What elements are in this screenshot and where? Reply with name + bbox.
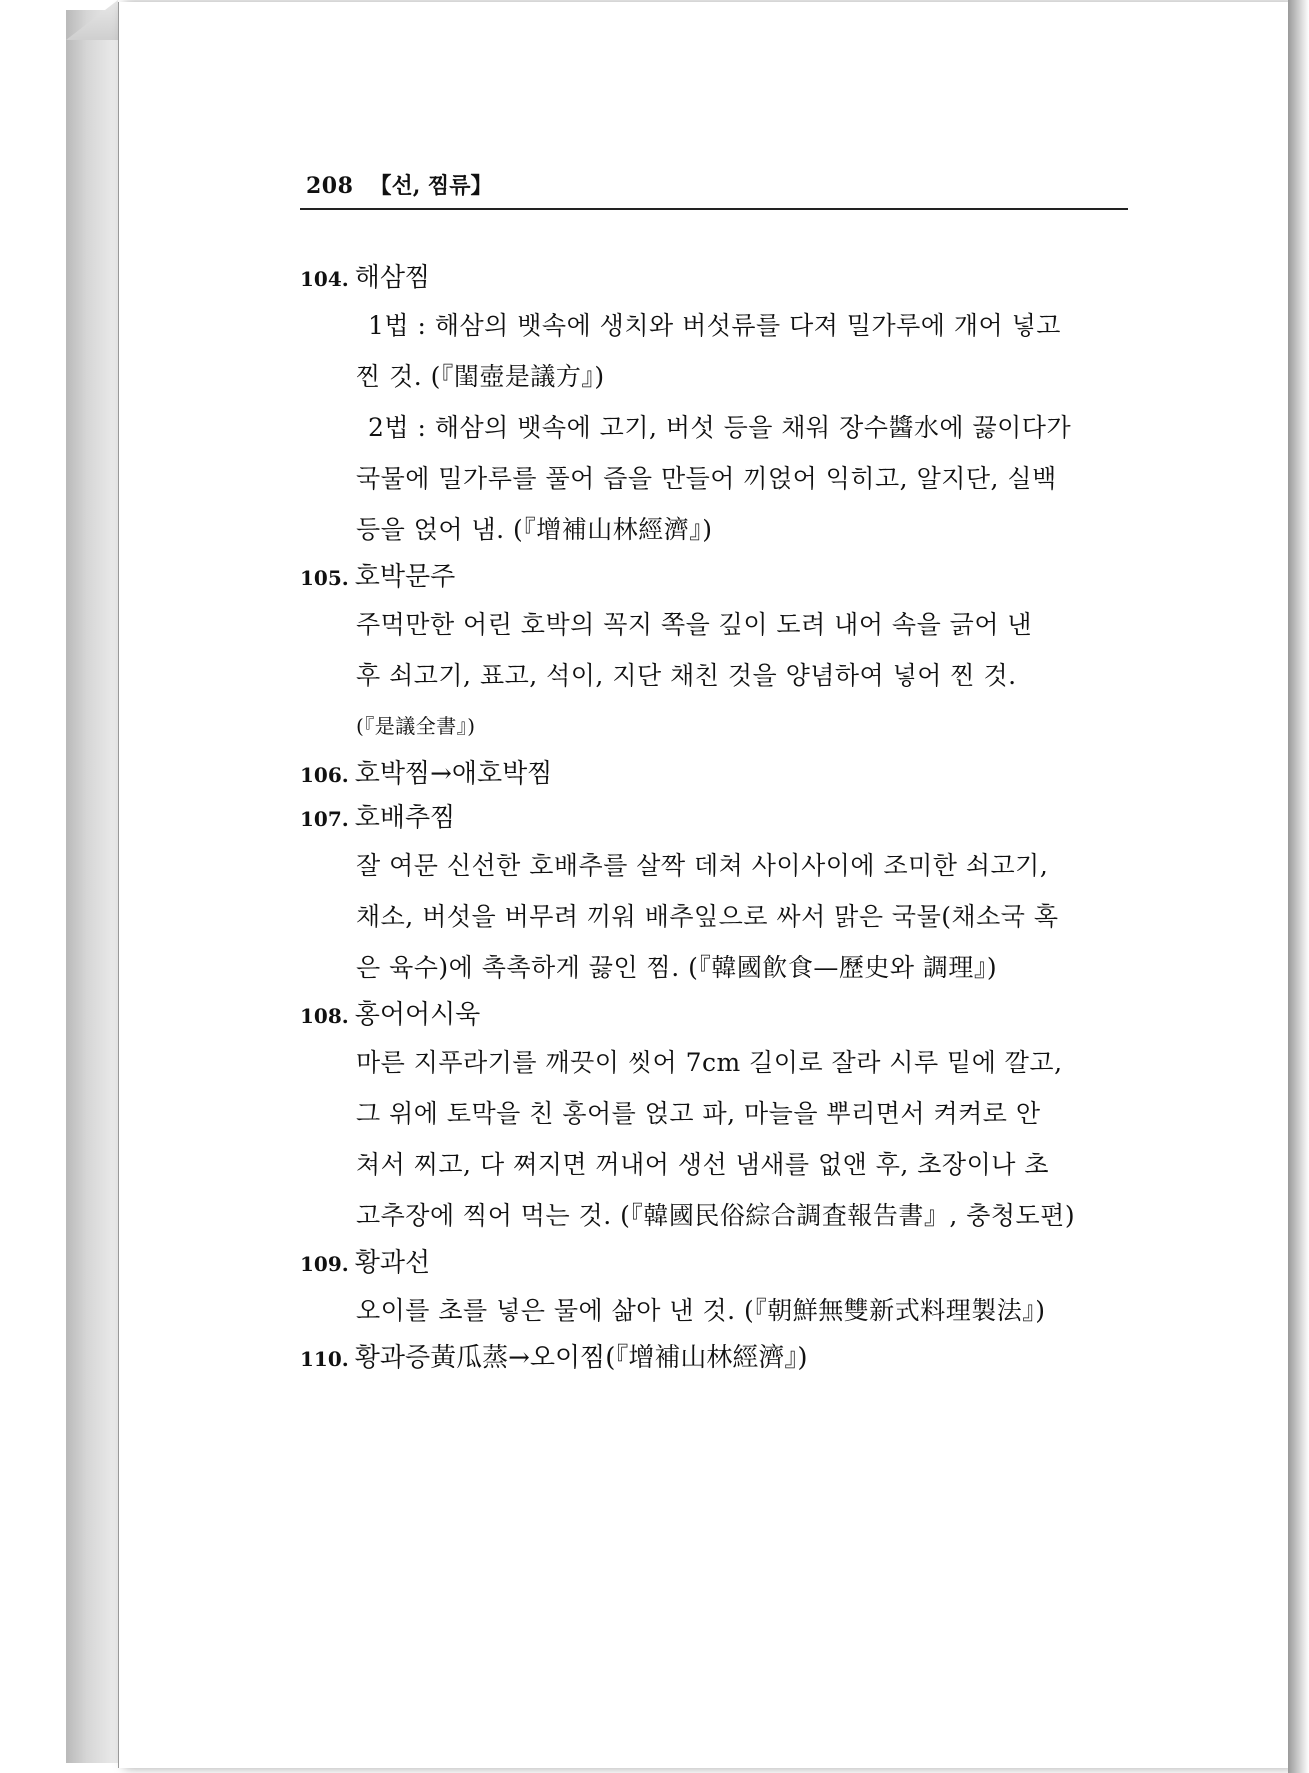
entry-name: 호배추찜 — [354, 803, 456, 833]
page-shadow — [1288, 0, 1309, 1773]
entry-list — [300, 256, 1130, 1380]
entry-number: 106. — [300, 763, 349, 787]
entry-text-line: 그 위에 토막을 친 홍어를 얹고 파, 마늘을 뿌리면서 켜켜로 안 — [356, 1099, 1041, 1128]
entry-text-line: 등을 얹어 냄. (『增補山林經濟』) — [356, 515, 713, 544]
entry-text-line: 쳐서 찌고, 다 쪄지면 꺼내어 생선 냄새를 없앤 후, 초장이나 초 — [356, 1150, 1049, 1179]
entry-name: 호박찜→애호박찜 — [354, 759, 553, 789]
header-rule — [300, 208, 1128, 210]
entry-name: 홍어어시욱 — [354, 1000, 481, 1030]
entry-name: 황과선 — [354, 1248, 431, 1278]
book-page-edge — [66, 10, 118, 1763]
entry-number: 105. — [300, 566, 349, 590]
entry-number: 104. — [300, 267, 349, 291]
entry-text-line: 은 육수)에 촉촉하게 끓인 찜. (『韓國飮食—歷史와 調理』) — [356, 953, 998, 982]
entry-title — [300, 256, 1130, 300]
entry-title — [300, 796, 1130, 840]
entry-text-line: 2법 : 해삼의 뱃속에 고기, 버섯 등을 채워 장수醬水에 끓이다가 — [368, 413, 1072, 442]
entry-text-line: 잘 여문 신선한 호배추를 살짝 데쳐 사이사이에 조미한 쇠고기, — [356, 851, 1049, 880]
entry-title — [300, 752, 1130, 796]
entry-text-line: 오이를 초를 넣은 물에 삶아 낸 것. (『朝鮮無雙新式料理製法』) — [356, 1296, 1046, 1325]
entry-text-line: 주먹만한 어린 호박의 꼭지 쪽을 깊이 도려 내어 속을 긁어 낸 — [356, 610, 1033, 639]
entry-text-line: 국물에 밀가루를 풀어 즙을 만들어 끼얹어 익히고, 알지단, 실백 — [356, 464, 1057, 493]
entry-text-line: 고추장에 찍어 먹는 것. (『韓國民俗綜合調査報告書』, 충청도편) — [356, 1201, 1076, 1230]
entry-title — [300, 555, 1130, 599]
section-title: 【선, 찜류】 — [369, 173, 493, 199]
entry-text-line: (『是議全書』) — [356, 714, 476, 738]
entry-number: 107. — [300, 807, 349, 831]
running-header — [306, 169, 1126, 200]
entry-title — [300, 993, 1130, 1037]
entry-number: 110. — [300, 1347, 349, 1371]
entry-name: 해삼찜 — [354, 263, 431, 293]
entry-text-line: 채소, 버섯을 버무려 끼워 배추잎으로 싸서 맑은 국물(채소국 혹 — [356, 902, 1059, 931]
entry-number: 109. — [300, 1252, 349, 1276]
entry-title — [300, 1241, 1130, 1285]
entry-number: 108. — [300, 1004, 349, 1028]
entry-text-line: 마른 지푸라기를 깨끗이 씻어 7cm 길이로 잘라 시루 밑에 깔고, — [356, 1048, 1063, 1077]
entry-name: 호박문주 — [354, 562, 456, 592]
entry-text-line: 1법 : 해삼의 뱃속에 생치와 버섯류를 다져 밀가루에 개어 넣고 — [368, 311, 1061, 340]
entry-title — [300, 1336, 1130, 1380]
page-number: 208 — [306, 173, 354, 199]
entry-text-line: 후 쇠고기, 표고, 석이, 지단 채친 것을 양념하여 넣어 찐 것. — [356, 661, 1017, 690]
entry-text-line: 찐 것. (『閨壺是議方』) — [356, 362, 605, 391]
entry-name: 황과증黃瓜蒸→오이찜(『增補山林經濟』) — [354, 1343, 808, 1373]
